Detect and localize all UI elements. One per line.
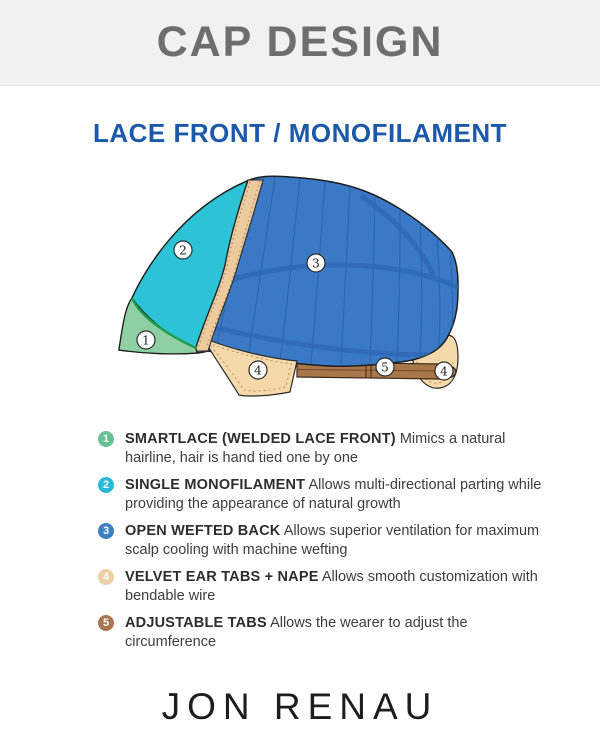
cap-diagram bbox=[100, 165, 500, 405]
legend-title: SINGLE MONOFILAMENT bbox=[125, 477, 306, 493]
svg-text:4: 4 bbox=[254, 363, 262, 378]
legend-title: OPEN WEFTED BACK bbox=[125, 523, 281, 539]
diagram-marker-2 bbox=[174, 241, 192, 259]
cap-diagram-svg bbox=[100, 165, 500, 405]
legend-desc: Allows the wearer to adjust the circumference bbox=[125, 615, 468, 650]
svg-text:4: 4 bbox=[440, 364, 448, 379]
legend-badge-3: 3 bbox=[98, 523, 114, 539]
legend-text bbox=[125, 614, 557, 652]
page-title: CAP DESIGN bbox=[156, 18, 444, 66]
legend-title: ADJUSTABLE TABS bbox=[125, 615, 267, 631]
legend-text bbox=[125, 522, 557, 560]
legend-badge-1: 1 bbox=[98, 431, 114, 447]
legend-desc: Allows superior ventilation for maximum scalp cooling with machine wefting bbox=[125, 523, 540, 558]
legend-item-wefted-back bbox=[98, 522, 560, 560]
legend-text bbox=[125, 476, 557, 514]
legend bbox=[98, 430, 560, 660]
svg-text:1: 1 bbox=[142, 333, 150, 348]
header-banner bbox=[0, 0, 600, 86]
legend-desc: Allows smooth customization with bendable wire bbox=[125, 569, 538, 604]
legend-badge-4: 4 bbox=[98, 569, 114, 585]
diagram-marker-5 bbox=[376, 358, 394, 376]
cap-style-subtitle: LACE FRONT / MONOFILAMENT bbox=[92, 118, 507, 148]
diagram-marker-3 bbox=[307, 254, 325, 272]
svg-text:2: 2 bbox=[179, 243, 187, 258]
diagram-marker-4-right bbox=[435, 362, 453, 380]
svg-text:3: 3 bbox=[312, 256, 320, 271]
legend-badge-5: 5 bbox=[98, 615, 114, 631]
legend-title: SMARTLACE (WELDED LACE FRONT) bbox=[125, 431, 396, 447]
brand-logo: JON RENAU bbox=[161, 686, 439, 727]
legend-item-monofilament bbox=[98, 476, 560, 514]
legend-item-smartlace bbox=[98, 430, 560, 468]
diagram-marker-1 bbox=[137, 331, 155, 349]
diagram-marker-4-left bbox=[249, 361, 267, 379]
svg-text:5: 5 bbox=[381, 360, 389, 375]
legend-text bbox=[125, 568, 557, 606]
legend-item-ear-tabs bbox=[98, 568, 560, 606]
legend-item-adjustable-tabs bbox=[98, 614, 560, 652]
legend-title: VELVET EAR TABS + NAPE bbox=[125, 569, 319, 585]
legend-desc: Allows multi-directional parting while providing the appearance of natural growth bbox=[125, 477, 542, 512]
legend-desc: Mimics a natural hairline, hair is hand tied one by one bbox=[125, 431, 506, 466]
legend-badge-2: 2 bbox=[98, 477, 114, 493]
legend-text bbox=[125, 430, 557, 468]
